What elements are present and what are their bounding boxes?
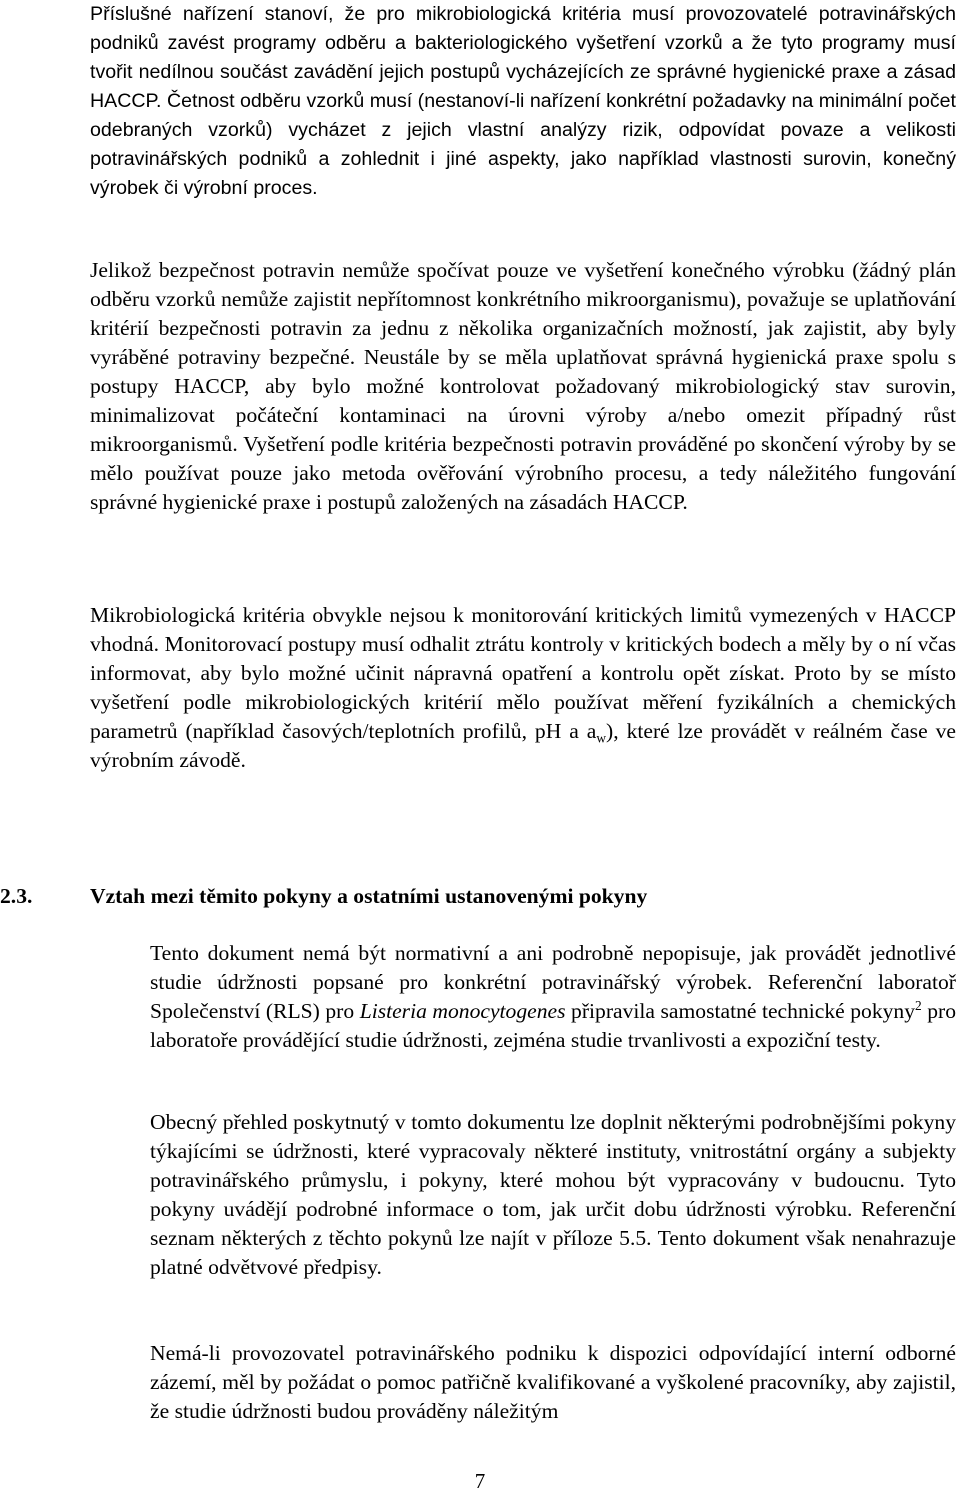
- section-title: Vztah mezi těmito pokyny a ostatními ustanovenými pokyny: [90, 884, 648, 908]
- paragraph-food-safety-criteria: Jelikož bezpečnost potravin nemůže spočívat pouze ve vyšetření konečného výrobku (žádný plán odběru vzorků nemůže zajistit nepřítomnost konkrétního mikroorganismu), považuje se uplatňování kritérií bezpečnosti potravin za jednu z několika organizačních možností, jak zajistit, aby byly vyráběné potraviny bezpečné. Neustále by se měla uplatňovat správná hygienická praxe spolu s postupy HACCP, aby bylo možné kontrolovat požadovaný mikrobiologický stav surovin, minimalizovat počáteční kontaminaci na úrovni výroby a/nebo omezit případný růst mikroorganismů. Vyšetření podle kritéria bezpečnosti potravin prováděné po skončení výroby by se mělo používat pouze jako metoda ověřování výrobního procesu, a tedy náležitého fungování správné hygienické praxe i postupů založených na zásadách HACCP.: [90, 258, 956, 514]
- paragraph-expert-assistance: Nemá-li provozovatel potravinářského podniku k dispozici odpovídající interní odborné zázemí, měl by požádat o pomoc patřičně kvalifikované a vyškolené pracovníky, aby zajistil, že studie údržnosti budou prováděny náležitým: [150, 1341, 956, 1423]
- paragraph-document-scope: [150, 939, 956, 1055]
- paragraph-document-scope-text: Tento dokument nemá být normativní a ani podrobně nepopisuje, jak provádět jednotlivé studie údržnosti popsané pro konkrétní potravinářský výrobek. Referenční laboratoř Společenství (RLS) pro: [150, 941, 956, 1023]
- paragraph-overview-guidance: Obecný přehled poskytnutý v tomto dokumentu lze doplnit některými podrobnějšími pokyny týkajícími se údržnosti, které vypracovaly některé instituty, vnitrostátní orgány a subjekty potravinářského průmyslu, i pokyny, které mohou být vypracovány v budoucnu. Tyto pokyny uvádějí podrobné informace o tom, jak určit dobu údržnosti výrobku. Referenční seznam některých z těchto pokynů lze najít v příloze 5.5. Tento dokument však nenahrazuje platné odvětvové předpisy.: [150, 1110, 956, 1279]
- paragraph-haccp-monitoring-text: Mikrobiologická kritéria obvykle nejsou k monitorování kritických limitů vymezených v HACCP vhodná. Monitorovací postupy musí odhalit ztrátu kontroly v kritických bodech a měly by o ní včas informovat, aby bylo možné učinit nápravná opatření a kontrolu opět získat. Proto by se místo vyšetření podle mikrobiologických kritérií mělo používat měření fyzikálních a chemických parametrů (například časových/teplotních profilů, pH a a: [90, 603, 956, 743]
- paragraph-document-scope-text-3: pro laboratoře provádějící studie údržnosti, zejména studie trvanlivosti a expoziční testy.: [150, 999, 957, 1052]
- section-number: 2.3.: [0, 884, 33, 908]
- paragraph-document-scope-text-2: připravila samostatné technické pokyny: [565, 999, 916, 1023]
- page-number: 7: [474, 1469, 486, 1493]
- organism-name-italic: Listeria monocytogenes: [359, 999, 566, 1023]
- paragraph-sampling-programs: Příslušné nařízení stanoví, že pro mikrobiologická kritéria musí provozovatelé potravinářských podniků zavést programy odběru a bakteriologického vyšetření vzorků a že tyto programy musí tvořit nedílnou součást zavádění jejich postupů vycházejících ze správné hygienické praxe a zásad HACCP. Četnost odběru vzorků musí (nestanoví-li nařízení konkrétní požadavky na minimální počet odebraných vzorků) vycházet z jejich vlastní analýzy rizik, odpovídat povaze a velikosti potravinářských podniků a zohlednit i jiné aspekty, jako například vlastnosti surovin, konečný výrobek či výrobní proces.: [90, 3, 956, 199]
- paragraph-haccp-monitoring: [90, 601, 956, 775]
- water-activity-subscript: w: [596, 730, 607, 746]
- paragraph-haccp-monitoring-text-end: ), které lze provádět v reálném čase ve výrobním závodě.: [90, 719, 956, 772]
- footnote-reference[interactable]: 2: [915, 997, 922, 1013]
